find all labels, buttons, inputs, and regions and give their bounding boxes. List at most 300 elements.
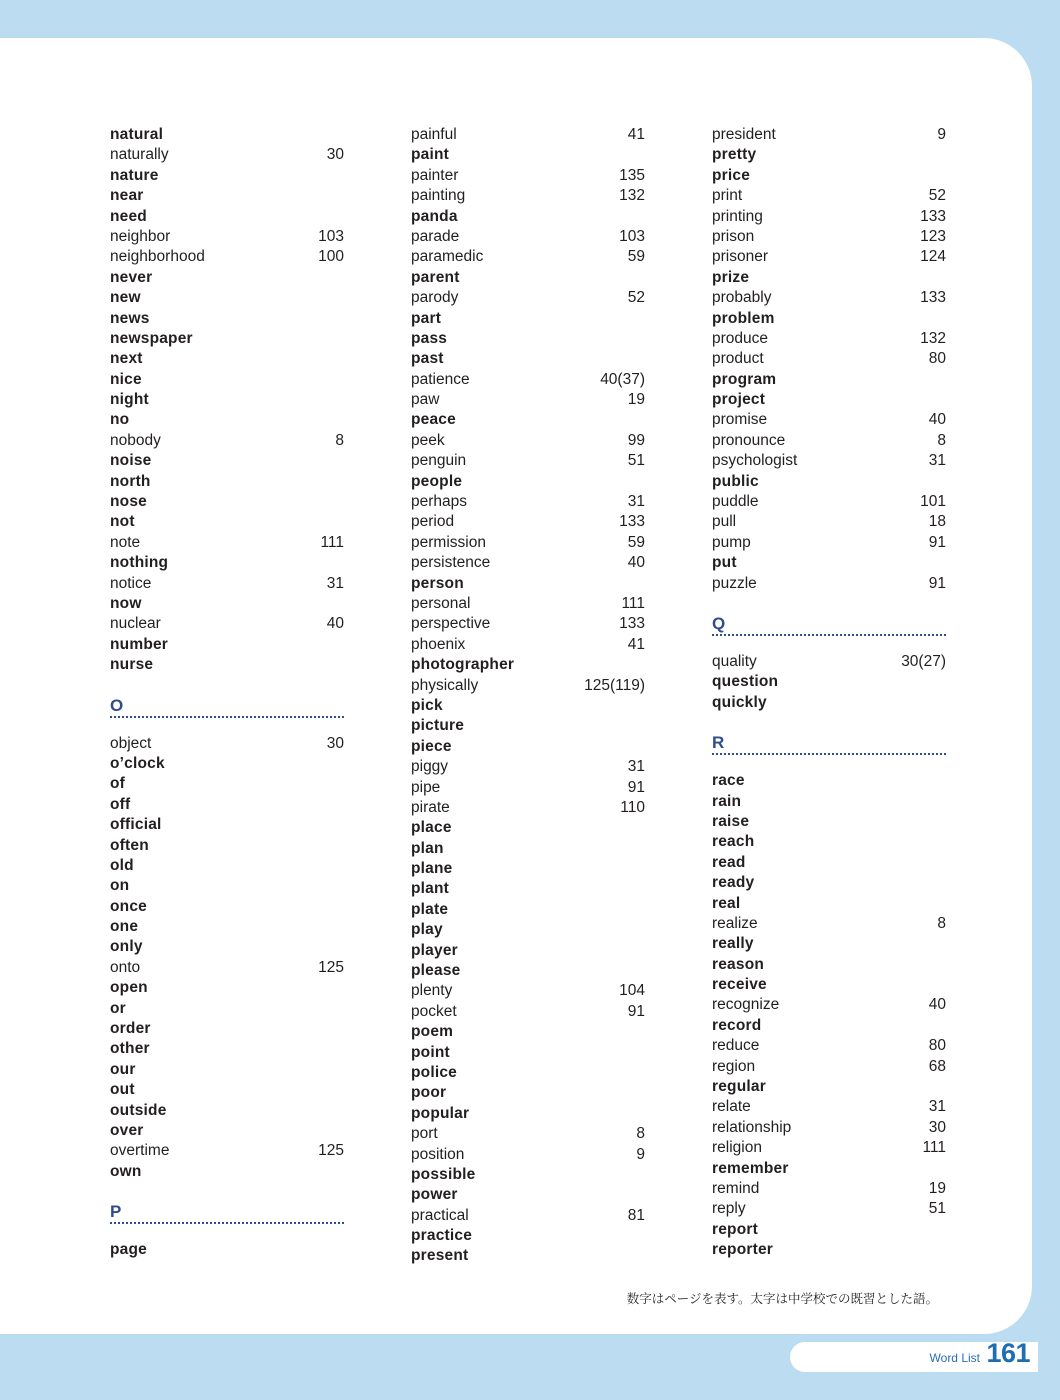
word: permission <box>411 533 486 551</box>
word-entry <box>411 941 645 961</box>
word-entry <box>110 836 344 856</box>
word-entry <box>110 1240 344 1260</box>
word-entry <box>712 771 946 791</box>
word: neighborhood <box>110 248 205 266</box>
word: physically <box>411 676 479 694</box>
word-entry <box>110 1101 344 1121</box>
known-word: quickly <box>712 693 767 711</box>
page-reference: 9 <box>937 126 946 143</box>
word-entry <box>712 451 946 471</box>
page-reference: 104 <box>619 982 645 1000</box>
known-word: paint <box>411 146 450 164</box>
word-entry <box>712 792 946 812</box>
word: parody <box>411 289 459 307</box>
word-entry <box>411 349 645 369</box>
known-word: noise <box>110 452 152 470</box>
word: pronounce <box>712 431 786 449</box>
word-entry <box>110 594 344 614</box>
word-entry <box>411 1104 645 1124</box>
known-word: power <box>411 1186 458 1204</box>
word: reply <box>712 1200 746 1218</box>
page-reference: 40 <box>326 615 344 633</box>
page-reference: 111 <box>922 1139 946 1157</box>
word-entry <box>411 655 645 675</box>
known-word: number <box>110 635 169 653</box>
word-entry <box>110 1121 344 1141</box>
word-entry <box>712 873 946 893</box>
known-word: past <box>411 350 444 368</box>
page-reference: 103 <box>318 227 344 245</box>
page-reference: 41 <box>627 126 645 143</box>
word-entry <box>712 894 946 914</box>
word: parade <box>411 227 460 245</box>
word: painter <box>411 166 459 184</box>
known-word: pass <box>411 329 448 347</box>
page-reference: 111 <box>621 594 645 612</box>
word-entry <box>411 512 645 532</box>
word-entry <box>712 329 946 349</box>
page-reference: 41 <box>627 635 645 653</box>
word-entry <box>712 574 946 594</box>
known-word: poor <box>411 1084 447 1102</box>
page-reference: 8 <box>937 914 946 932</box>
known-word: put <box>712 554 737 572</box>
word-entry <box>411 145 645 165</box>
word-entry <box>411 309 645 329</box>
word: region <box>712 1057 756 1075</box>
known-word: nurse <box>110 656 154 674</box>
word-entry <box>712 1097 946 1117</box>
known-word: public <box>712 472 759 490</box>
word-entry <box>411 390 645 410</box>
known-word: raise <box>712 812 750 830</box>
known-word: read <box>712 853 746 871</box>
word-entry <box>411 676 645 696</box>
known-word: reach <box>712 833 755 851</box>
known-word: pick <box>411 696 443 714</box>
word-entry <box>110 553 344 573</box>
word-entry <box>110 978 344 998</box>
word: realize <box>712 914 758 932</box>
word: prisoner <box>712 248 768 266</box>
page-reference: 103 <box>619 227 645 245</box>
known-word: other <box>110 1040 150 1058</box>
known-word: program <box>712 370 777 388</box>
word-entry <box>110 635 344 655</box>
word: naturally <box>110 146 169 164</box>
word-entry <box>712 512 946 532</box>
word-entry <box>411 961 645 981</box>
word-entry <box>110 1162 344 1182</box>
word-entry <box>712 1057 946 1077</box>
known-word: outside <box>110 1101 167 1119</box>
page-reference: 111 <box>320 533 344 551</box>
page-reference: 123 <box>920 227 946 245</box>
word-entry <box>411 553 645 573</box>
word: position <box>411 1145 465 1163</box>
word-entry <box>712 975 946 995</box>
word: psychologist <box>712 452 798 470</box>
word-entry <box>110 574 344 594</box>
word-entry <box>110 268 344 288</box>
known-word: part <box>411 309 442 327</box>
page-reference: 133 <box>619 615 645 633</box>
page-reference: 30(27) <box>901 652 946 670</box>
page-reference: 31 <box>326 574 344 592</box>
word-entry <box>712 166 946 186</box>
section-heading: Q <box>712 614 946 636</box>
word: pocket <box>411 1002 457 1020</box>
word-column-2 <box>411 125 645 1267</box>
page-reference: 91 <box>627 778 645 796</box>
word: penguin <box>411 452 467 470</box>
word-entry <box>110 1080 344 1100</box>
page-reference: 30 <box>928 1118 946 1136</box>
word-entry <box>110 390 344 410</box>
known-word: next <box>110 350 143 368</box>
word-entry <box>712 370 946 390</box>
page-reference: 18 <box>928 513 946 531</box>
word-entry <box>712 1138 946 1158</box>
word-entry <box>712 410 946 430</box>
known-word: rain <box>712 792 742 810</box>
word-entry <box>712 1199 946 1219</box>
word: relationship <box>712 1118 792 1136</box>
word-entry <box>110 774 344 794</box>
known-word: report <box>712 1220 758 1238</box>
page-reference: 110 <box>620 798 645 816</box>
word-entry <box>712 472 946 492</box>
page-reference: 9 <box>636 1145 645 1163</box>
known-word: peace <box>411 411 456 429</box>
word: pump <box>712 533 751 551</box>
known-word: open <box>110 979 148 997</box>
known-word: piece <box>411 737 452 755</box>
known-word: practice <box>411 1227 473 1245</box>
word-entry <box>411 737 645 757</box>
known-word: regular <box>712 1078 766 1096</box>
known-word: north <box>110 472 151 490</box>
known-word: new <box>110 289 141 307</box>
word: period <box>411 513 455 531</box>
known-word: over <box>110 1121 144 1139</box>
page-reference: 30 <box>326 146 344 164</box>
word-entry <box>110 145 344 165</box>
word: peek <box>411 431 445 449</box>
known-word: once <box>110 897 147 915</box>
word: product <box>712 350 764 368</box>
word-entry <box>411 879 645 899</box>
word-entry <box>712 693 946 713</box>
word-entry <box>411 451 645 471</box>
known-word: present <box>411 1247 469 1265</box>
page-reference: 19 <box>928 1179 946 1197</box>
word: relate <box>712 1098 751 1116</box>
word-entry <box>110 795 344 815</box>
word-entry <box>712 227 946 247</box>
word-entry <box>110 329 344 349</box>
known-word: project <box>712 391 766 409</box>
known-word: newspaper <box>110 329 193 347</box>
known-word: prize <box>712 268 750 286</box>
word-entry <box>712 268 946 288</box>
known-word: our <box>110 1060 136 1078</box>
known-word: poem <box>411 1023 454 1041</box>
known-word: page <box>110 1241 147 1259</box>
word: port <box>411 1125 438 1143</box>
page-reference: 125 <box>318 958 344 976</box>
word: print <box>712 187 743 205</box>
known-word: often <box>110 836 149 854</box>
word-entry <box>411 900 645 920</box>
known-word: no <box>110 411 130 429</box>
word-entry <box>110 856 344 876</box>
page-reference: 31 <box>928 1098 946 1116</box>
page-reference: 91 <box>928 574 946 592</box>
word-entry <box>411 431 645 451</box>
page-reference: 125 <box>318 1142 344 1160</box>
word-entry <box>411 186 645 206</box>
known-word: reason <box>712 955 765 973</box>
page-reference: 133 <box>920 289 946 307</box>
word: pull <box>712 513 737 531</box>
word-entry <box>110 472 344 492</box>
word: neighbor <box>110 227 171 245</box>
word-entry <box>110 533 344 553</box>
known-word: off <box>110 795 131 813</box>
word-entry <box>712 186 946 206</box>
known-word: own <box>110 1162 142 1180</box>
word: puzzle <box>712 574 757 592</box>
word: paramedic <box>411 248 484 266</box>
known-word: parent <box>411 268 460 286</box>
word-entry <box>712 553 946 573</box>
known-word: or <box>110 999 126 1017</box>
word-entry <box>110 655 344 675</box>
word-entry <box>712 145 946 165</box>
word-entry <box>110 614 344 634</box>
page-reference: 124 <box>920 248 946 266</box>
known-word: plant <box>411 880 450 898</box>
word-entry <box>411 166 645 186</box>
known-word: never <box>110 268 153 286</box>
page-reference: 40 <box>928 411 946 429</box>
word-entry <box>712 1240 946 1260</box>
section-heading: P <box>110 1202 344 1224</box>
known-word: now <box>110 594 142 612</box>
word-entry <box>411 410 645 430</box>
page-reference: 31 <box>928 452 946 470</box>
word: persistence <box>411 554 491 572</box>
word: perspective <box>411 615 491 633</box>
footer-label: Word List <box>929 1351 980 1365</box>
section-heading: O <box>110 696 344 718</box>
word-entry <box>110 451 344 471</box>
known-word: player <box>411 941 458 959</box>
known-word: remember <box>712 1159 789 1177</box>
word-entry <box>411 716 645 736</box>
word-entry <box>411 859 645 879</box>
word-entry <box>110 166 344 186</box>
word-entry <box>110 247 344 267</box>
word: personal <box>411 594 471 612</box>
word-entry <box>712 125 946 145</box>
page-reference: 52 <box>627 289 645 307</box>
word: patience <box>411 370 470 388</box>
word-entry <box>712 288 946 308</box>
known-word: night <box>110 391 149 409</box>
word-entry <box>712 492 946 512</box>
known-word: news <box>110 309 150 327</box>
page-reference: 19 <box>627 391 645 409</box>
word-entry <box>110 876 344 896</box>
known-word: real <box>712 894 741 912</box>
word-entry <box>411 798 645 818</box>
word-entry <box>110 512 344 532</box>
page-reference: 31 <box>627 758 645 776</box>
word-entry <box>712 914 946 934</box>
word-column-3 <box>712 125 946 1261</box>
word: practical <box>411 1206 469 1224</box>
known-word: race <box>712 772 745 790</box>
known-word: really <box>712 935 754 953</box>
known-word: problem <box>712 309 775 327</box>
word: religion <box>712 1139 762 1157</box>
known-word: plate <box>411 900 449 918</box>
page-reference: 91 <box>627 1002 645 1020</box>
known-word: police <box>411 1063 457 1081</box>
known-word: need <box>110 207 147 225</box>
page-reference: 40(37) <box>600 370 645 388</box>
known-word: near <box>110 187 144 205</box>
page-reference: 59 <box>627 533 645 551</box>
known-word: price <box>712 166 751 184</box>
known-word: natural <box>110 126 164 143</box>
known-word: nothing <box>110 554 169 572</box>
page-reference: 101 <box>920 493 946 511</box>
page-reference: 40 <box>928 996 946 1014</box>
known-word: order <box>110 1020 151 1038</box>
word: recognize <box>712 996 780 1014</box>
page-reference: 8 <box>937 431 946 449</box>
word-entry <box>411 1063 645 1083</box>
word: plenty <box>411 982 453 1000</box>
word-entry <box>110 958 344 978</box>
known-word: point <box>411 1043 450 1061</box>
word-entry <box>110 370 344 390</box>
page-reference: 133 <box>920 207 946 225</box>
page-reference: 133 <box>619 513 645 531</box>
word-entry <box>712 431 946 451</box>
page-reference: 125(119) <box>584 676 645 694</box>
word-entry <box>712 812 946 832</box>
word-entry <box>411 227 645 247</box>
word-entry <box>411 614 645 634</box>
word-entry <box>411 288 645 308</box>
word-entry <box>411 1124 645 1144</box>
known-word: on <box>110 877 130 895</box>
word-entry <box>110 1141 344 1161</box>
word-entry <box>110 1019 344 1039</box>
known-word: nature <box>110 166 159 184</box>
page-reference: 51 <box>627 452 645 470</box>
word: produce <box>712 329 769 347</box>
known-word: picture <box>411 717 465 735</box>
known-word: record <box>712 1016 762 1034</box>
known-word: popular <box>411 1104 470 1122</box>
word-entry <box>712 934 946 954</box>
word-entry <box>411 1022 645 1042</box>
word: reduce <box>712 1037 760 1055</box>
word-entry <box>110 937 344 957</box>
known-word: o’clock <box>110 754 165 772</box>
word-entry <box>110 309 344 329</box>
known-word: plane <box>411 860 453 878</box>
word-entry <box>110 349 344 369</box>
word-entry <box>712 672 946 692</box>
page-reference: 100 <box>318 248 344 266</box>
word-entry <box>712 247 946 267</box>
word-entry <box>110 734 344 754</box>
word: perhaps <box>411 493 468 511</box>
word-entry <box>712 1179 946 1199</box>
known-word: plan <box>411 839 444 857</box>
word: pipe <box>411 778 441 796</box>
word-entry <box>411 492 645 512</box>
page-reference: 81 <box>627 1206 645 1224</box>
known-word: nice <box>110 370 142 388</box>
word-entry <box>712 1016 946 1036</box>
word-entry <box>411 207 645 227</box>
word: printing <box>712 207 763 225</box>
word: painting <box>411 187 466 205</box>
page-reference: 99 <box>627 431 645 449</box>
word-entry <box>411 818 645 838</box>
word-column-1 <box>110 125 344 1261</box>
known-word: receive <box>712 976 767 994</box>
word-entry <box>712 832 946 852</box>
word-entry <box>411 757 645 777</box>
word: puddle <box>712 493 759 511</box>
page-reference: 91 <box>928 533 946 551</box>
word-entry <box>110 410 344 430</box>
word-entry <box>411 370 645 390</box>
word-entry <box>411 1226 645 1246</box>
word-entry <box>110 227 344 247</box>
word: nobody <box>110 431 161 449</box>
known-word: old <box>110 856 134 874</box>
word: overtime <box>110 1142 170 1160</box>
page-reference: 51 <box>928 1200 946 1218</box>
word-entry <box>712 390 946 410</box>
page-number: 161 <box>986 1338 1030 1368</box>
page-reference: 8 <box>335 431 344 449</box>
word-entry <box>712 1077 946 1097</box>
word-entry <box>411 1083 645 1103</box>
word: piggy <box>411 758 449 776</box>
word-entry <box>110 917 344 937</box>
page-reference: 80 <box>928 1037 946 1055</box>
word-entry <box>411 1002 645 1022</box>
page-reference: 30 <box>326 734 344 752</box>
known-word: person <box>411 574 464 592</box>
known-word: nose <box>110 493 147 511</box>
page-reference: 135 <box>619 166 645 184</box>
word-entry <box>411 1246 645 1266</box>
word-entry <box>411 125 645 145</box>
word: prison <box>712 227 755 245</box>
known-word: please <box>411 962 461 980</box>
